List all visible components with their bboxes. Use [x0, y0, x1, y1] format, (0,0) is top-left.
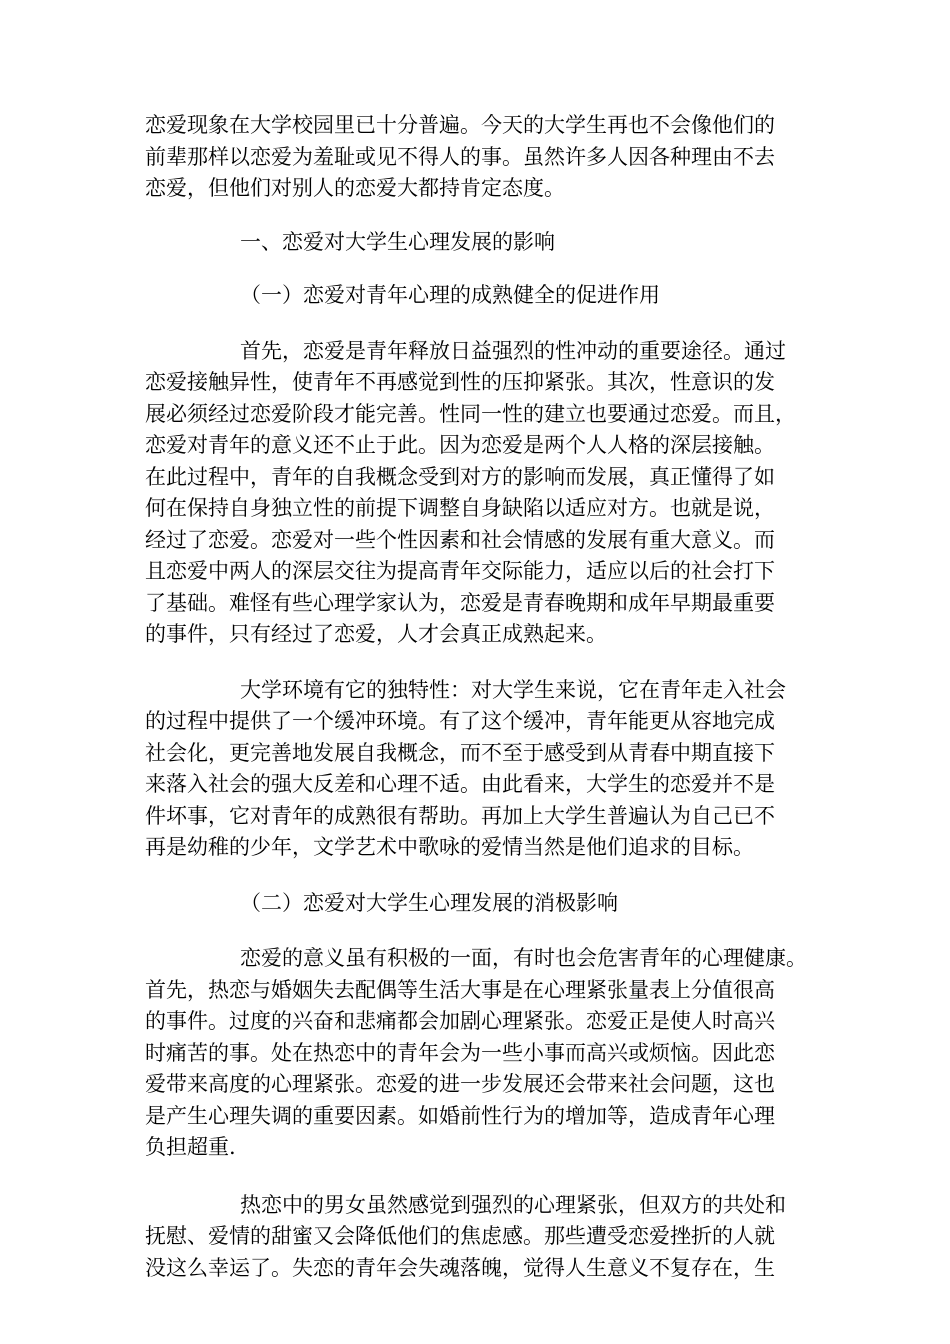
text-line: 且恋爱中两人的深层交往为提高青年交际能力，适应以后的社会打下 [145, 559, 775, 583]
text-line: 首先，热恋与婚姻失去配偶等生活大事是在心理紧张量表上分值很高 [145, 977, 775, 1002]
text-line: 的过程中提供了一个缓冲环境。有了这个缓冲，青年能更从容地完成 [145, 709, 775, 733]
subsection-heading: （二）恋爱对大学生心理发展的消极影响 [240, 890, 618, 915]
text-line: 恋爱现象在大学校园里已十分普遍。今天的大学生再也不会像他们的 [145, 113, 775, 137]
text-line: 前辈那样以恋爱为羞耻或见不得人的事。虽然许多人因各种理由不去 [145, 144, 775, 169]
text-line: 恋爱对青年的意义还不止于此。因为恋爱是两个人人格的深层接触。 [145, 433, 775, 457]
text-line: 爱带来高度的心理紧张。恋爱的进一步发展还会带来社会问题，这也 [145, 1072, 775, 1096]
subsection-heading: （一）恋爱对青年心理的成熟健全的促进作用 [240, 283, 660, 307]
text-line: 恋爱，但他们对别人的恋爱大都持肯定态度。 [145, 176, 565, 200]
paragraph-2 [145, 675, 825, 864]
text-line: 是产生心理失调的重要因素。如婚前性行为的增加等，造成青年心理 [145, 1103, 775, 1128]
text-line: 首先，恋爱是青年释放日益强烈的性冲动的重要途径。通过 [240, 338, 786, 363]
text-line: 社会化，更完善地发展自我概念，而不至于感受到从青春中期直接下 [145, 740, 775, 765]
text-line: 展必须经过恋爱阶段才能完善。性同一性的建立也要通过恋爱。而且， [145, 401, 796, 426]
text-line: 负担超重. [145, 1135, 236, 1159]
text-line: 恋爱的意义虽有积极的一面，有时也会危害青年的心理健康。 [240, 946, 807, 970]
text-line: 件坏事，它对青年的成熟很有帮助。再加上大学生普遍认为自己已不 [145, 803, 775, 828]
text-line: 大学环境有它的独特性：对大学生来说，它在青年走入社会 [240, 677, 786, 702]
paragraph-3 [145, 943, 825, 1164]
text-line: 经过了恋爱。恋爱对一些个性因素和社会情感的发展有重大意义。而 [145, 527, 775, 552]
text-line: 在此过程中，青年的自我概念受到对方的影响而发展，真正懂得了如 [145, 464, 775, 489]
text-line: 没这么幸运了。失恋的青年会失魂落魄，觉得人生意义不复存在，生 [145, 1255, 775, 1280]
section-heading: 一、恋爱对大学生心理发展的影响 [240, 229, 555, 254]
text-line: 的事件，只有经过了恋爱，人才会真正成熟起来。 [145, 622, 607, 646]
text-line: 热恋中的男女虽然感觉到强烈的心理紧张，但双方的共处和 [240, 1192, 786, 1217]
intro-paragraph [145, 110, 825, 205]
paragraph-1 [145, 336, 825, 651]
text-line: 了基础。难怪有些心理学家认为，恋爱是青春晚期和成年早期最重要 [145, 590, 775, 615]
text-line: 再是幼稚的少年，文学艺术中歌咏的爱情当然是他们追求的目标。 [145, 835, 754, 859]
text-line: 来落入社会的强大反差和心理不适。由此看来，大学生的恋爱并不是 [145, 772, 775, 796]
document-page [145, 110, 825, 1284]
paragraph-4 [145, 1190, 825, 1285]
text-line: 何在保持自身独立性的前提下调整自身缺陷以适应对方。也就是说， [145, 496, 775, 520]
text-line: 恋爱接触异性，使青年不再感觉到性的压抑紧张。其次，性意识的发 [145, 370, 775, 394]
text-line: 时痛苦的事。处在热恋中的青年会为一些小事而高兴或烦恼。因此恋 [145, 1040, 775, 1065]
text-line: 抚慰、爱情的甜蜜又会降低他们的焦虑感。那些遭受恋爱挫折的人就 [145, 1224, 775, 1248]
text-line: 的事件。过度的兴奋和悲痛都会加剧心理紧张。恋爱正是使人时高兴 [145, 1009, 775, 1033]
